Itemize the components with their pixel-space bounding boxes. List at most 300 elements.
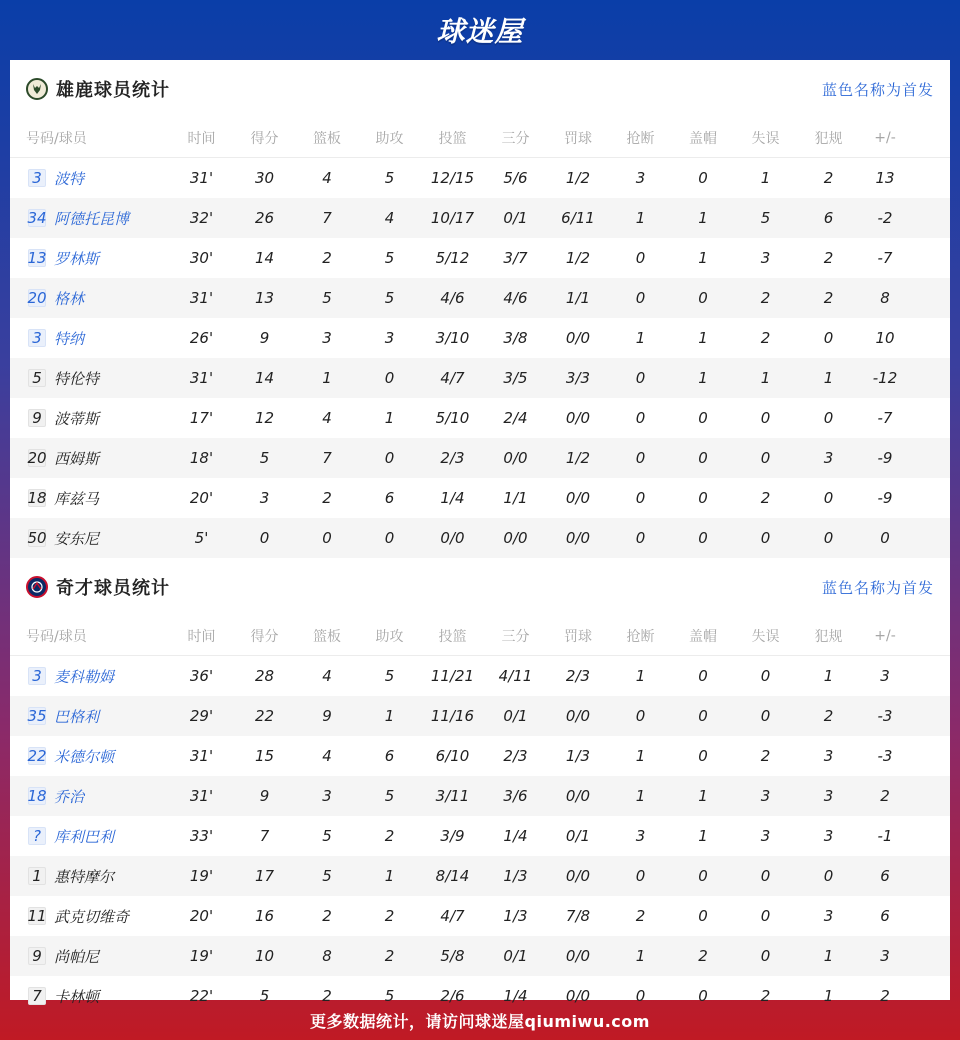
stat-pf: 3	[823, 449, 834, 467]
stat-fg: 6/10	[435, 747, 470, 765]
stat-reb: 7	[322, 449, 332, 467]
stat-ast: 1	[384, 707, 395, 725]
stat-pm: -7	[877, 249, 893, 267]
stat-ft: 0/0	[565, 489, 591, 507]
footer-banner	[0, 1000, 960, 1040]
player-cell	[10, 826, 170, 847]
stat-ast: 5	[384, 249, 395, 267]
stat-pm: 6	[880, 867, 890, 885]
stat-reb: 5	[322, 827, 332, 845]
stat-stl: 1	[635, 667, 646, 685]
stat-ast: 5	[384, 289, 395, 307]
table-row	[10, 278, 950, 318]
col-3p: 三分	[501, 628, 530, 645]
player-cell	[10, 328, 170, 349]
player-cell	[10, 786, 170, 807]
stat-tp: 1/4	[503, 827, 528, 845]
player-cell	[10, 248, 170, 269]
stat-reb: 3	[322, 329, 332, 347]
stat-reb: 2	[322, 907, 332, 925]
stat-ast: 2	[384, 907, 395, 925]
col-player: 号码/球员	[26, 130, 87, 147]
stat-tov: 0	[760, 667, 771, 685]
stat-blk: 0	[698, 449, 708, 467]
table-row	[10, 896, 950, 936]
stat-ft: 0/0	[565, 867, 591, 885]
table-row	[10, 398, 950, 438]
stat-tov: 3	[760, 249, 771, 267]
stat-pm: 6	[880, 907, 890, 925]
player-name[interactable]: 麦科勒姆	[54, 667, 115, 686]
stat-blk: 0	[698, 409, 708, 427]
stat-pf: 3	[823, 787, 834, 805]
stat-blk: 0	[698, 489, 708, 507]
stat-pts: 3	[259, 489, 270, 507]
stat-pm: 10	[875, 329, 895, 347]
stat-min: 36'	[189, 667, 214, 685]
stat-tov: 2	[760, 987, 771, 1005]
stat-stl: 0	[635, 987, 646, 1005]
stat-reb: 4	[322, 667, 332, 685]
stat-pm: 13	[875, 169, 895, 187]
player-cell	[10, 528, 170, 549]
table-row	[10, 856, 950, 896]
table-row	[10, 518, 950, 558]
player-name[interactable]: 巴格利	[54, 707, 100, 726]
stat-fg: 2/6	[440, 987, 465, 1005]
stat-blk: 0	[698, 907, 708, 925]
stat-ft: 0/0	[565, 529, 591, 547]
stat-blk: 1	[698, 369, 708, 387]
stat-pm: -3	[877, 747, 893, 765]
table-row	[10, 736, 950, 776]
player-cell	[10, 448, 170, 469]
jersey-number-badge: 9	[28, 409, 46, 427]
table-row	[10, 238, 950, 278]
stat-pts: 10	[254, 947, 275, 965]
stat-reb: 0	[322, 529, 332, 547]
stat-pf: 6	[823, 209, 834, 227]
stat-ast: 1	[384, 409, 395, 427]
jersey-number-badge: 3	[28, 169, 46, 187]
stat-pm: 8	[880, 289, 890, 307]
jersey-number-badge: 18	[27, 489, 47, 507]
stat-stl: 1	[635, 209, 646, 227]
stat-fg: 11/21	[430, 667, 475, 685]
stat-pf: 1	[823, 369, 834, 387]
col-pf: 犯规	[814, 628, 843, 645]
stat-min: 30'	[189, 249, 214, 267]
player-cell	[10, 208, 170, 229]
stat-tov: 2	[760, 329, 771, 347]
stat-pm: 3	[880, 947, 890, 965]
starter-legend: 蓝色名称为首发	[821, 80, 934, 99]
table-row	[10, 816, 950, 856]
stat-min: 22'	[189, 987, 214, 1005]
stat-ast: 0	[384, 369, 395, 387]
stat-tp: 0/0	[503, 449, 528, 467]
stat-pts: 12	[254, 409, 275, 427]
stat-ft: 0/1	[565, 827, 591, 845]
stat-pts: 14	[254, 369, 275, 387]
stat-ft: 0/0	[565, 409, 591, 427]
col-pf: 犯规	[814, 130, 843, 147]
stat-pm: -3	[877, 707, 893, 725]
stat-ast: 5	[384, 987, 395, 1005]
stat-reb: 2	[322, 987, 332, 1005]
player-name[interactable]: 阿德托昆博	[54, 209, 130, 228]
table-row	[10, 656, 950, 696]
player-cell	[10, 906, 170, 927]
stat-stl: 0	[635, 489, 646, 507]
wizards-logo-icon	[26, 576, 48, 598]
team-title: 雄鹿球员统计	[56, 80, 170, 101]
stat-stl: 2	[635, 907, 646, 925]
stat-ast: 0	[384, 449, 395, 467]
col-ft: 罚球	[564, 130, 592, 147]
stat-ast: 0	[384, 529, 395, 547]
stat-stl: 3	[635, 827, 646, 845]
stat-fg: 10/17	[430, 209, 475, 227]
col-ast: 助攻	[375, 628, 404, 645]
stat-ast: 4	[384, 209, 395, 227]
stat-tp: 1/1	[503, 489, 528, 507]
stat-fg: 11/16	[430, 707, 475, 725]
stat-tp: 4/6	[503, 289, 528, 307]
stat-pf: 3	[823, 827, 834, 845]
stat-ast: 2	[384, 947, 395, 965]
starter-legend: 蓝色名称为首发	[821, 578, 934, 597]
jersey-number-badge: 50	[27, 529, 47, 547]
stat-blk: 1	[698, 787, 708, 805]
stat-pf: 2	[823, 289, 834, 307]
stat-ft: 1/3	[565, 747, 591, 765]
player-cell	[10, 746, 170, 767]
jersey-number-badge: 34	[27, 209, 47, 227]
jersey-number-badge: 9	[28, 947, 46, 965]
team-header-wizards	[10, 558, 950, 616]
stat-pts: 16	[254, 907, 275, 925]
stat-blk: 2	[698, 947, 708, 965]
player-name: 库兹马	[54, 489, 100, 508]
stat-reb: 3	[322, 787, 332, 805]
stat-reb: 4	[322, 409, 332, 427]
stat-ast: 5	[384, 667, 395, 685]
col-ast: 助攻	[375, 130, 404, 147]
player-name: 惠特摩尔	[54, 867, 115, 886]
col-blk: 盖帽	[689, 628, 717, 645]
stat-pts: 13	[254, 289, 275, 307]
stat-stl: 1	[635, 329, 646, 347]
player-name[interactable]: 罗林斯	[54, 249, 100, 268]
stat-pf: 0	[823, 529, 834, 547]
jersey-number-badge: 22	[27, 747, 47, 765]
stat-reb: 5	[322, 289, 332, 307]
stat-stl: 0	[635, 289, 646, 307]
stat-tp: 1/3	[503, 867, 528, 885]
player-cell	[10, 368, 170, 389]
player-name[interactable]: 特纳	[54, 329, 85, 348]
stat-blk: 0	[698, 747, 708, 765]
stat-reb: 4	[322, 747, 332, 765]
stat-ast: 2	[384, 827, 395, 845]
stat-blk: 0	[698, 707, 708, 725]
stat-fg: 1/4	[440, 489, 465, 507]
stat-blk: 0	[698, 987, 708, 1005]
player-name[interactable]: 米德尔顿	[54, 747, 115, 766]
col-min: 时间	[187, 628, 216, 645]
player-name[interactable]: 波特	[54, 169, 85, 188]
stat-pts: 5	[259, 987, 270, 1005]
stat-pf: 1	[823, 987, 834, 1005]
stat-pf: 2	[823, 707, 834, 725]
col-tov: 失误	[751, 130, 780, 147]
stat-reb: 7	[322, 209, 332, 227]
table-row	[10, 478, 950, 518]
stat-min: 31'	[189, 169, 214, 187]
stat-min: 31'	[189, 369, 214, 387]
col-reb: 篮板	[313, 628, 341, 645]
stat-pts: 9	[259, 329, 270, 347]
stat-tp: 0/1	[503, 209, 528, 227]
stat-pts: 14	[254, 249, 275, 267]
stat-ft: 3/3	[565, 369, 591, 387]
stat-tp: 3/8	[503, 329, 528, 347]
stat-ft: 1/1	[565, 289, 591, 307]
stat-fg: 12/15	[430, 169, 475, 187]
table-row	[10, 358, 950, 398]
jersey-number-badge: 1	[28, 867, 46, 885]
stat-pm: -9	[877, 449, 893, 467]
stat-reb: 9	[322, 707, 332, 725]
table-row	[10, 696, 950, 736]
stat-pf: 2	[823, 249, 834, 267]
stat-tov: 1	[760, 169, 771, 187]
stat-pf: 2	[823, 169, 834, 187]
stat-min: 19'	[189, 867, 214, 885]
stat-pf: 1	[823, 667, 834, 685]
stat-pts: 26	[254, 209, 275, 227]
table-header	[10, 616, 950, 656]
player-cell	[10, 706, 170, 727]
col-player: 号码/球员	[26, 628, 87, 645]
stat-pm: -1	[877, 827, 893, 845]
stat-ft: 1/2	[565, 169, 591, 187]
stat-pts: 0	[259, 529, 270, 547]
stat-blk: 1	[698, 209, 708, 227]
stat-pts: 22	[254, 707, 275, 725]
stat-tov: 0	[760, 529, 771, 547]
stat-tp: 0/0	[503, 529, 528, 547]
stat-tp: 1/3	[503, 907, 528, 925]
stat-pm: 3	[880, 667, 890, 685]
stat-pts: 9	[259, 787, 270, 805]
jersey-number-badge: 7	[28, 987, 46, 1005]
stat-min: 33'	[189, 827, 214, 845]
footer-text: 更多数据统计，请访问球迷屋qiumiwu.com	[310, 1011, 650, 1031]
stat-stl: 0	[635, 529, 646, 547]
stat-ast: 3	[384, 329, 395, 347]
table-row	[10, 936, 950, 976]
stat-min: 31'	[189, 747, 214, 765]
stat-ft: 0/0	[565, 787, 591, 805]
team-title: 奇才球员统计	[56, 578, 170, 599]
col-min: 时间	[187, 130, 216, 147]
stat-fg: 4/7	[440, 907, 465, 925]
table-row	[10, 158, 950, 198]
stat-tov: 3	[760, 827, 771, 845]
stat-tp: 0/1	[503, 707, 528, 725]
col-ft: 罚球	[564, 628, 592, 645]
stat-reb: 2	[322, 489, 332, 507]
stat-tp: 2/3	[503, 747, 528, 765]
stat-pf: 0	[823, 867, 834, 885]
stat-pts: 17	[254, 867, 275, 885]
player-name: 西姆斯	[54, 449, 100, 468]
player-name: 尚帕尼	[54, 947, 100, 966]
stat-stl: 0	[635, 707, 646, 725]
stat-min: 18'	[189, 449, 214, 467]
stat-ast: 1	[384, 867, 395, 885]
stat-tov: 5	[760, 209, 771, 227]
stat-pf: 3	[823, 907, 834, 925]
stat-pf: 0	[823, 489, 834, 507]
jersey-number-badge: 13	[27, 249, 47, 267]
stat-pts: 5	[259, 449, 270, 467]
player-name[interactable]: 库利巴利	[54, 827, 115, 846]
stat-pm: -9	[877, 489, 893, 507]
stat-pf: 0	[823, 329, 834, 347]
stat-reb: 8	[322, 947, 332, 965]
brand-header	[0, 0, 960, 60]
stat-pm: 2	[880, 787, 890, 805]
player-cell	[10, 488, 170, 509]
jersey-number-badge: 35	[27, 707, 47, 725]
stat-ast: 6	[384, 489, 395, 507]
stat-tp: 5/6	[503, 169, 528, 187]
stat-min: 19'	[189, 947, 214, 965]
stat-ft: 0/0	[565, 947, 591, 965]
stat-tov: 0	[760, 907, 771, 925]
player-name: 特伦特	[54, 369, 100, 388]
player-name: 安东尼	[54, 529, 100, 548]
table-header	[10, 118, 950, 158]
jersey-number-badge: 20	[27, 289, 47, 307]
col-fg: 投篮	[438, 628, 467, 645]
stat-ft: 6/11	[561, 209, 595, 227]
stat-tp: 0/1	[503, 947, 528, 965]
table-body-wizards	[10, 656, 950, 1016]
player-cell	[10, 866, 170, 887]
table-row	[10, 438, 950, 478]
jersey-number-badge: ?	[28, 827, 46, 845]
stat-tp: 1/4	[503, 987, 528, 1005]
stat-pm: -12	[872, 369, 898, 387]
player-cell	[10, 408, 170, 429]
stat-tov: 0	[760, 947, 771, 965]
player-cell	[10, 666, 170, 687]
jersey-number-badge: 18	[27, 787, 47, 805]
stat-tp: 4/11	[498, 667, 533, 685]
stat-min: 32'	[189, 209, 214, 227]
col-reb: 篮板	[313, 130, 341, 147]
player-cell	[10, 168, 170, 189]
player-name[interactable]: 格林	[54, 289, 85, 308]
stat-stl: 1	[635, 787, 646, 805]
stat-min: 5'	[194, 529, 209, 547]
stat-pts: 28	[254, 667, 275, 685]
player-cell	[10, 288, 170, 309]
stat-pm: 0	[880, 529, 890, 547]
table-row	[10, 318, 950, 358]
stat-min: 31'	[189, 289, 214, 307]
stat-fg: 3/9	[440, 827, 465, 845]
stats-panel	[10, 60, 950, 1006]
stat-fg: 0/0	[440, 529, 465, 547]
col-fg: 投篮	[438, 130, 467, 147]
stat-tov: 2	[760, 489, 771, 507]
stat-blk: 1	[698, 827, 708, 845]
stat-ft: 0/0	[565, 987, 591, 1005]
stat-stl: 3	[635, 169, 646, 187]
jersey-number-badge: 11	[27, 907, 47, 925]
stat-ft: 7/8	[565, 907, 591, 925]
stat-stl: 0	[635, 867, 646, 885]
stat-pts: 7	[259, 827, 270, 845]
stat-ast: 5	[384, 169, 395, 187]
col-stl: 抢断	[626, 130, 655, 147]
table-row	[10, 198, 950, 238]
player-cell	[10, 946, 170, 967]
stat-pm: -2	[877, 209, 893, 227]
stat-min: 29'	[189, 707, 214, 725]
col-pm: +/-	[874, 627, 896, 644]
team-header-bucks	[10, 60, 950, 118]
stat-min: 26'	[189, 329, 214, 347]
stat-pm: 2	[880, 987, 890, 1005]
player-name: 武克切维奇	[54, 907, 130, 926]
stat-tp: 3/7	[503, 249, 528, 267]
jersey-number-badge: 3	[28, 667, 46, 685]
stat-fg: 5/12	[435, 249, 470, 267]
stat-tov: 3	[760, 787, 771, 805]
stat-fg: 3/11	[435, 787, 470, 805]
stat-min: 20'	[189, 489, 214, 507]
stat-stl: 0	[635, 249, 646, 267]
stat-tov: 2	[760, 747, 771, 765]
stat-pf: 1	[823, 947, 834, 965]
stat-tov: 0	[760, 707, 771, 725]
col-pm: +/-	[874, 129, 896, 146]
jersey-number-badge: 3	[28, 329, 46, 347]
stat-pts: 30	[254, 169, 275, 187]
stat-ft: 1/2	[565, 449, 591, 467]
stat-tov: 0	[760, 867, 771, 885]
jersey-number-badge: 5	[28, 369, 46, 387]
stat-stl: 1	[635, 747, 646, 765]
stat-pf: 3	[823, 747, 834, 765]
stat-fg: 2/3	[440, 449, 465, 467]
bucks-logo-icon	[26, 78, 48, 100]
player-name[interactable]: 乔治	[54, 787, 85, 806]
stat-tov: 0	[760, 409, 771, 427]
stat-min: 20'	[189, 907, 214, 925]
stat-ast: 5	[384, 787, 395, 805]
stat-ast: 6	[384, 747, 395, 765]
stat-pm: -7	[877, 409, 893, 427]
stat-tov: 1	[760, 369, 771, 387]
stat-reb: 4	[322, 169, 332, 187]
